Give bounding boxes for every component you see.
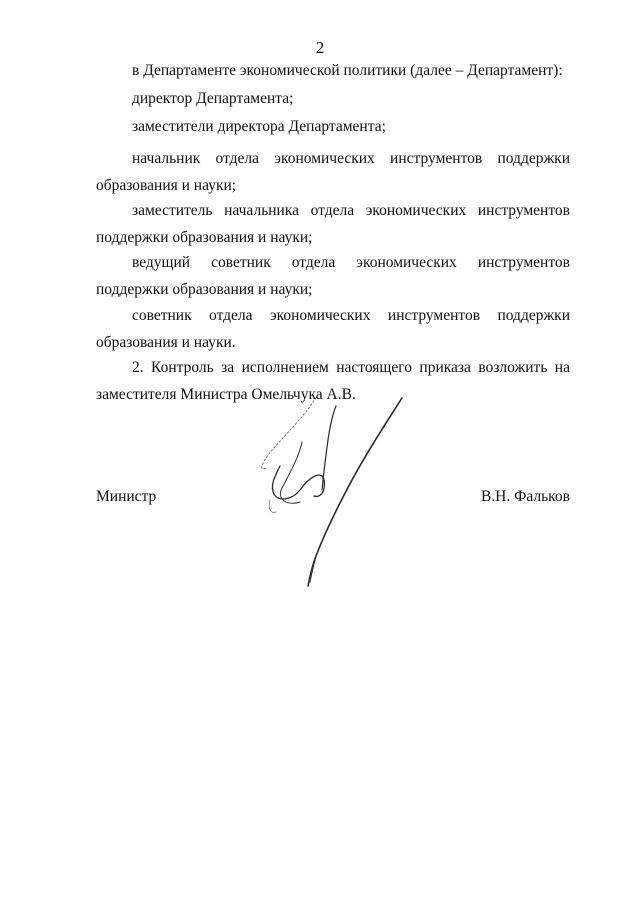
- signature-row: [96, 488, 570, 512]
- paragraph-lead-adviser: ведущий советник отдела экономических инструментов поддержки образования и науки;: [96, 254, 570, 298]
- signatory-position: Министр: [96, 488, 157, 505]
- paragraph-adviser: советник отдела экономических инструментов поддержки образования и науки.: [96, 307, 570, 351]
- paragraph-head-of-unit: начальник отдела экономических инструментов поддержки образования и науки;: [96, 150, 570, 194]
- signatory-name: В.Н. Фальков: [480, 488, 570, 505]
- paragraph-deputy-head-of-unit: заместитель начальника отдела экономических инструментов поддержки образования и науки;: [96, 202, 570, 246]
- paragraph-director: директор Департамента;: [132, 90, 294, 107]
- paragraph-deputy-directors: заместители директора Департамента;: [132, 118, 386, 135]
- paragraph-control-clause: 2. Контроль за исполнением настоящего приказа возложить на заместителя Министра Омельчука А.В.: [96, 359, 570, 403]
- paragraph-department: в Департаменте экономической политики (далее – Департамент):: [132, 62, 563, 79]
- page-number: 2: [315, 38, 325, 57]
